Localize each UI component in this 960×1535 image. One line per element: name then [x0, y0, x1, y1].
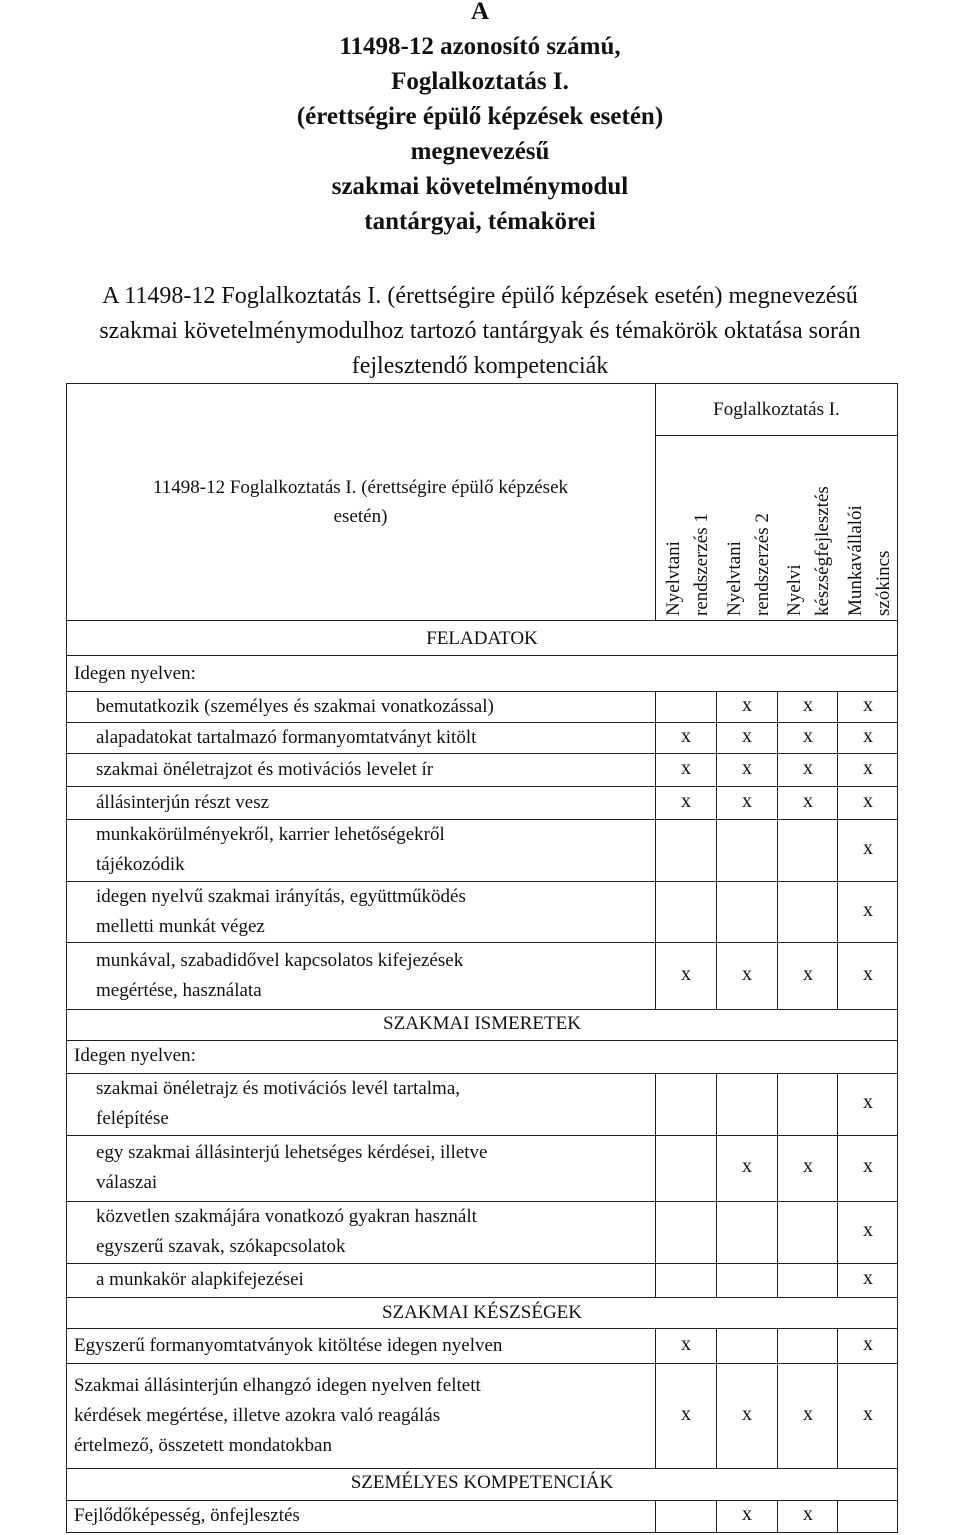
table-rule — [716, 1201, 717, 1263]
check-mark: x — [863, 693, 873, 716]
section-heading-keszsegek: SZAKMAI KÉSZSÉGEK — [381, 1302, 583, 1323]
table-rule — [655, 819, 656, 881]
title-line: 11498-12 azonosító számú, — [339, 33, 621, 60]
check-mark: x — [803, 1402, 813, 1425]
check-mark: x — [742, 1402, 752, 1425]
check-mark: x — [863, 1091, 873, 1113]
title-line: megnevezésű — [410, 138, 550, 165]
title-line: Foglalkoztatás I. — [391, 68, 569, 95]
row-text: értelmező, összetett mondatokban — [74, 1434, 332, 1456]
check-mark: x — [681, 756, 691, 779]
check-mark: x — [863, 1402, 873, 1425]
row-text: közvetlen szakmájára vonatkozó gyakran használt — [96, 1206, 477, 1227]
table-rule — [777, 1263, 778, 1297]
check-mark: x — [803, 789, 813, 812]
intro-line: fejlesztendő kompetenciák — [351, 353, 609, 379]
row-text: tájékozódik — [96, 854, 185, 875]
column-header-3: Nyelvi készségfejlesztés — [784, 486, 833, 616]
table-rule — [66, 1135, 898, 1136]
check-mark: x — [863, 1267, 873, 1289]
row-text: felépítése — [96, 1108, 169, 1129]
title-line: szakmai követelménymodul — [331, 173, 629, 200]
table-rule — [66, 1532, 898, 1533]
intro-line: A 11498-12 Foglalkoztatás I. (érettségire épülő képzések esetén) megnevezésű — [102, 283, 858, 309]
section-heading-feladatok: FELADATOK — [426, 628, 538, 649]
table-rule — [66, 620, 898, 621]
table-border — [66, 383, 67, 1533]
table-rule — [66, 1009, 898, 1010]
check-mark: x — [742, 756, 752, 779]
table-border — [66, 383, 898, 384]
row-text: munkakörülményekről, karrier lehetőségekről — [96, 824, 445, 845]
table-rule — [66, 1297, 898, 1298]
table-rule — [66, 655, 898, 656]
row-text: válaszai — [96, 1172, 158, 1193]
table-rule — [66, 1363, 898, 1364]
document-title — [0, 0, 960, 239]
subject-header: Foglalkoztatás I. — [713, 399, 840, 420]
check-mark: x — [742, 1503, 752, 1525]
row-text: Fejlődőképesség, önfejlesztés — [74, 1505, 300, 1526]
table-rule — [655, 1135, 656, 1201]
row-text: alapadatokat tartalmazó formanyomtatványt kitölt — [96, 726, 477, 748]
table-rule — [777, 1328, 778, 1363]
row-text: melletti munkát végez — [96, 915, 265, 937]
sub-heading: Idegen nyelven: — [74, 663, 196, 684]
module-label: 11498-12 Foglalkoztatás I. (érettségire épülő képzések — [152, 477, 569, 498]
row-text: szakmai önéletrajzot és motivációs levelet ír — [96, 758, 434, 780]
check-mark: x — [863, 1219, 873, 1241]
table-rule — [655, 435, 898, 436]
check-mark: x — [803, 693, 813, 716]
intro-line: szakmai követelménymodulhoz tartozó tantárgyak és témakörök oktatása során — [99, 318, 861, 344]
check-mark: x — [863, 1332, 873, 1355]
table-rule — [655, 1073, 656, 1135]
row-text: egyszerű szavak, szókapcsolatok — [96, 1236, 346, 1257]
row-text: egy szakmai állásinterjú lehetséges kérdései, illetve — [96, 1142, 488, 1163]
sub-heading: Idegen nyelven: — [74, 1045, 196, 1066]
check-mark: x — [681, 962, 691, 985]
table-rule — [716, 881, 717, 942]
module-label: esetén) — [333, 506, 388, 527]
check-mark: x — [681, 1332, 691, 1355]
title-line: A — [470, 0, 490, 25]
check-mark: x — [742, 789, 752, 812]
table-rule — [655, 691, 656, 722]
table-rule — [66, 1468, 898, 1469]
check-mark: x — [681, 1402, 691, 1425]
table-rule — [716, 819, 717, 881]
section-heading-kompetenciak: SZEMÉLYES KOMPETENCIÁK — [350, 1472, 614, 1493]
check-mark: x — [803, 724, 813, 747]
title-line: tantárgyai, témakörei — [364, 208, 596, 235]
row-text: munkával, szabadidővel kapcsolatos kifejezések — [96, 949, 464, 971]
row-text: idegen nyelvű szakmai irányítás, együttműködés — [96, 885, 466, 907]
row-text: Szakmai állásinterjún elhangzó idegen nyelven feltett — [74, 1374, 481, 1396]
check-mark: x — [863, 789, 873, 812]
intro-paragraph — [0, 279, 960, 384]
table-rule — [655, 1263, 656, 1297]
column-header-1: Nyelvtani rendszerzés 1 — [663, 513, 712, 616]
check-mark: x — [863, 756, 873, 779]
check-mark: x — [863, 898, 873, 921]
check-mark: x — [803, 962, 813, 985]
table-rule — [777, 819, 778, 881]
column-header-2: Nyelvtani rendszerzés 2 — [724, 513, 773, 616]
column-header-4: Munkavállalói szókincs — [845, 505, 894, 616]
table-rule — [716, 1073, 717, 1135]
table-rule — [66, 942, 898, 943]
row-text: bemutatkozik (személyes és szakmai vonatkozással) — [96, 695, 494, 717]
check-mark: x — [742, 693, 752, 716]
check-mark: x — [863, 1155, 873, 1177]
check-mark: x — [742, 962, 752, 985]
check-mark: x — [863, 962, 873, 985]
table-rule — [777, 881, 778, 942]
check-mark: x — [863, 837, 873, 859]
check-mark: x — [803, 756, 813, 779]
table-rule — [777, 1201, 778, 1263]
table-rule — [655, 1201, 656, 1263]
table-rule — [655, 1500, 656, 1532]
table-rule — [66, 1263, 898, 1264]
section-heading-ismeretek: SZAKMAI ISMERETEK — [383, 1013, 581, 1034]
check-mark: x — [863, 724, 873, 747]
row-text: a munkakör alapkifejezései — [96, 1269, 304, 1290]
table-rule — [66, 1328, 898, 1329]
check-mark: x — [742, 1155, 752, 1177]
table-rule — [777, 1073, 778, 1135]
competency-table — [66, 383, 898, 1533]
check-mark: x — [803, 1155, 813, 1177]
check-mark: x — [803, 1503, 813, 1525]
check-mark: x — [681, 724, 691, 747]
check-mark: x — [681, 789, 691, 812]
row-text: kérdések megértése, illetve azokra való reagálás — [74, 1404, 441, 1426]
title-line: (érettségire épülő képzések esetén) — [296, 103, 664, 130]
row-text: állásinterjún részt vesz — [96, 791, 270, 813]
table-rule — [716, 1263, 717, 1297]
table-rule — [655, 881, 656, 942]
table-rule — [716, 1328, 717, 1363]
check-mark: x — [742, 724, 752, 747]
row-text: szakmai önéletrajz és motivációs levél tartalma, — [96, 1078, 461, 1099]
row-text: megértése, használata — [96, 979, 262, 1001]
row-text: Egyszerű formanyomtatványok kitöltése idegen nyelven — [74, 1334, 503, 1356]
